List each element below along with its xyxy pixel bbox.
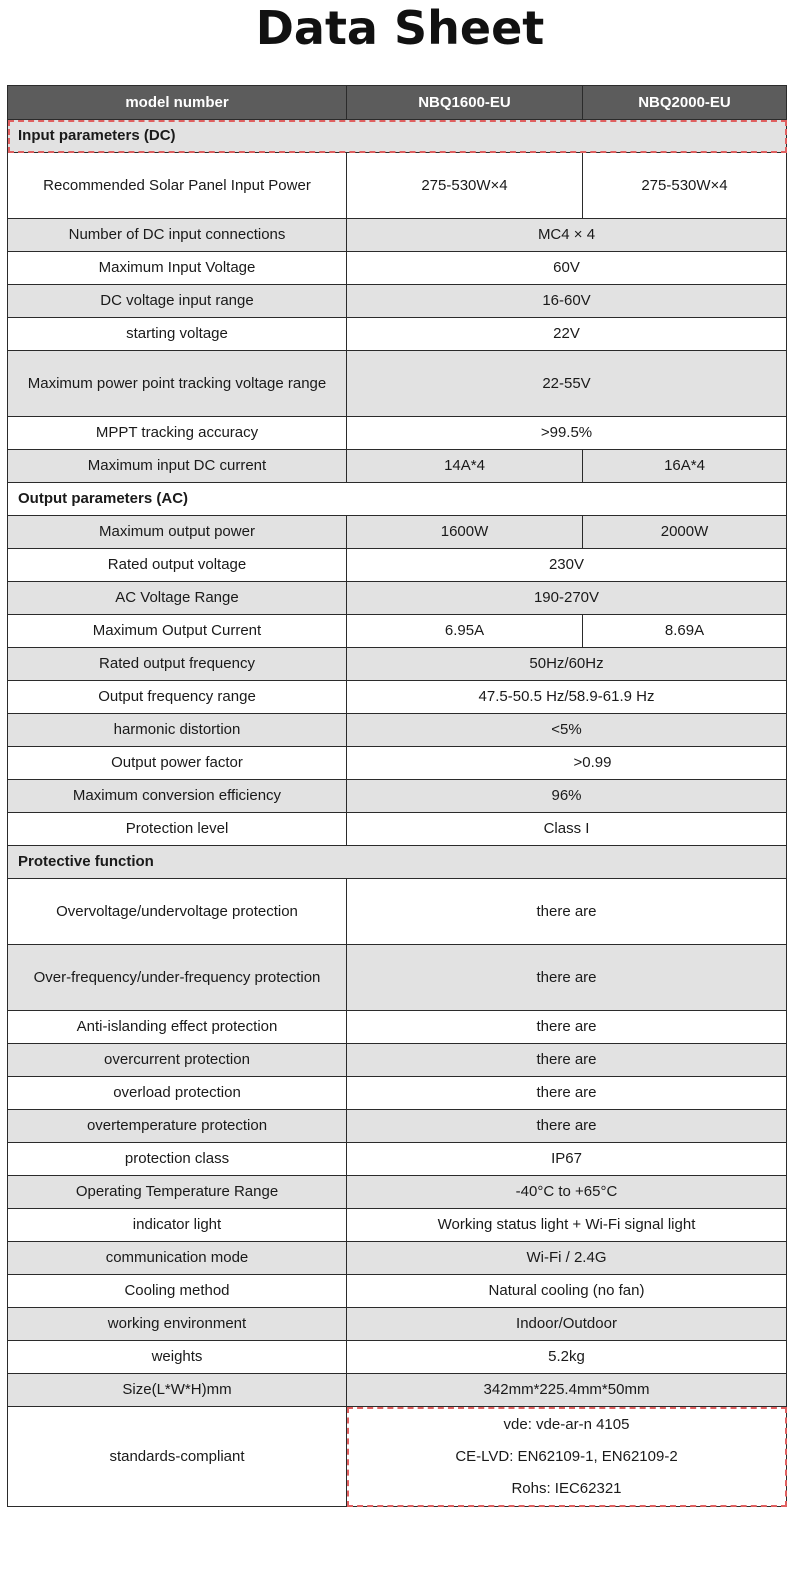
row-label: overload protection — [8, 1077, 347, 1110]
row-label: Rated output frequency — [8, 648, 347, 681]
row-value: MC4 × 4 — [347, 219, 787, 252]
row-value-model-1: 275-530W×4 — [347, 153, 583, 219]
table-row — [8, 516, 787, 549]
row-value-model-1: 14A*4 — [347, 450, 583, 483]
table-row — [8, 252, 787, 285]
row-value: 16-60V — [347, 285, 787, 318]
section-title-input: Input parameters (DC) — [8, 120, 787, 153]
table-row — [8, 549, 787, 582]
row-value-model-1: 6.95A — [347, 615, 583, 648]
row-label: AC Voltage Range — [8, 582, 347, 615]
table-row — [8, 1143, 787, 1176]
row-value: -40°C to +65°C — [347, 1176, 787, 1209]
row-value: Wi-Fi / 2.4G — [347, 1242, 787, 1275]
table-row — [8, 780, 787, 813]
row-value: IP67 — [347, 1143, 787, 1176]
row-value: 50Hz/60Hz — [347, 648, 787, 681]
table-row — [8, 747, 787, 780]
table-row — [8, 351, 787, 417]
row-label: MPPT tracking accuracy — [8, 417, 347, 450]
row-value: 342mm*225.4mm*50mm — [347, 1374, 787, 1407]
row-value: there are — [347, 945, 787, 1011]
row-value: there are — [347, 1110, 787, 1143]
row-label: protection class — [8, 1143, 347, 1176]
row-label: DC voltage input range — [8, 285, 347, 318]
row-value: Natural cooling (no fan) — [347, 1275, 787, 1308]
table-row — [8, 285, 787, 318]
row-label: Cooling method — [8, 1275, 347, 1308]
table-row — [8, 1044, 787, 1077]
table-row — [8, 1209, 787, 1242]
row-value: 230V — [347, 549, 787, 582]
row-value: <5% — [347, 714, 787, 747]
row-label: Protection level — [8, 813, 347, 846]
header-model-1: NBQ1600-EU — [347, 86, 583, 120]
row-value: Indoor/Outdoor — [347, 1308, 787, 1341]
table-row — [8, 1242, 787, 1275]
row-label: starting voltage — [8, 318, 347, 351]
table-row — [8, 879, 787, 945]
row-label: Maximum output power — [8, 516, 347, 549]
section-row-input — [8, 120, 787, 153]
section-title-output: Output parameters (AC) — [8, 483, 787, 516]
row-label: overtemperature protection — [8, 1110, 347, 1143]
table-row — [8, 615, 787, 648]
row-value: Class I — [347, 813, 787, 846]
table-row — [8, 1011, 787, 1044]
row-value: 22-55V — [347, 351, 787, 417]
row-label: weights — [8, 1341, 347, 1374]
table-header-row — [8, 86, 787, 120]
row-value: 190-270V — [347, 582, 787, 615]
standard-item: vde: vde-ar-n 4105 — [503, 1415, 630, 1433]
table-row — [8, 582, 787, 615]
section-row-output — [8, 483, 787, 516]
row-value: there are — [347, 1077, 787, 1110]
row-value: 60V — [347, 252, 787, 285]
table-row — [8, 1176, 787, 1209]
row-label: Anti-islanding effect protection — [8, 1011, 347, 1044]
row-value: Working status light + Wi-Fi signal light — [347, 1209, 787, 1242]
table-row — [8, 1110, 787, 1143]
table-row — [8, 1407, 787, 1507]
row-label: communication mode — [8, 1242, 347, 1275]
row-label: indicator light — [8, 1209, 347, 1242]
header-model-2: NBQ2000-EU — [583, 86, 787, 120]
section-row-protective — [8, 846, 787, 879]
table-row — [8, 681, 787, 714]
row-label: Overvoltage/undervoltage protection — [8, 879, 347, 945]
table-row — [8, 945, 787, 1011]
row-value: 5.2kg — [347, 1341, 787, 1374]
row-label: overcurrent protection — [8, 1044, 347, 1077]
standards-list — [347, 1407, 787, 1507]
row-label: Maximum conversion efficiency — [8, 780, 347, 813]
table-row — [8, 219, 787, 252]
row-value: 47.5-50.5 Hz/58.9-61.9 Hz — [347, 681, 787, 714]
table-row — [8, 417, 787, 450]
header-model-number: model number — [8, 86, 347, 120]
table-row — [8, 813, 787, 846]
page-title: Data Sheet — [255, 1, 545, 55]
row-label: Size(L*W*H)mm — [8, 1374, 347, 1407]
row-label: standards-compliant — [8, 1407, 347, 1507]
row-label: Output power factor — [8, 747, 347, 780]
row-label: Number of DC input connections — [8, 219, 347, 252]
row-label: working environment — [8, 1308, 347, 1341]
row-value-model-2: 275-530W×4 — [583, 153, 787, 219]
table-row — [8, 450, 787, 483]
row-label: Output frequency range — [8, 681, 347, 714]
row-value: >0.99 — [347, 747, 787, 780]
table-row — [8, 714, 787, 747]
table-row — [8, 1374, 787, 1407]
row-label: Over-frequency/under-frequency protection — [8, 945, 347, 1011]
row-label: Rated output voltage — [8, 549, 347, 582]
table-row — [8, 318, 787, 351]
table-row — [8, 153, 787, 219]
row-label: Maximum power point tracking voltage range — [8, 351, 347, 417]
row-value: there are — [347, 1044, 787, 1077]
row-label: Operating Temperature Range — [8, 1176, 347, 1209]
standard-item: CE-LVD: EN62109-1, EN62109-2 — [455, 1447, 678, 1465]
row-value: there are — [347, 1011, 787, 1044]
row-value-model-2: 8.69A — [583, 615, 787, 648]
row-label: Recommended Solar Panel Input Power — [8, 153, 347, 219]
row-value: there are — [347, 879, 787, 945]
row-value: >99.5% — [347, 417, 787, 450]
row-label: Maximum Input Voltage — [8, 252, 347, 285]
table-row — [8, 1308, 787, 1341]
standard-item: Rohs: IEC62321 — [511, 1479, 622, 1497]
table-row — [8, 1275, 787, 1308]
row-value-model-2: 16A*4 — [583, 450, 787, 483]
row-value: 96% — [347, 780, 787, 813]
row-value-model-1: 1600W — [347, 516, 583, 549]
row-label: Maximum input DC current — [8, 450, 347, 483]
table-row — [8, 1341, 787, 1374]
row-label: harmonic distortion — [8, 714, 347, 747]
section-title-protective: Protective function — [8, 846, 787, 879]
row-value: 22V — [347, 318, 787, 351]
table-row — [8, 648, 787, 681]
data-sheet-table — [7, 85, 787, 1507]
row-value-model-2: 2000W — [583, 516, 787, 549]
table-row — [8, 1077, 787, 1110]
row-label: Maximum Output Current — [8, 615, 347, 648]
